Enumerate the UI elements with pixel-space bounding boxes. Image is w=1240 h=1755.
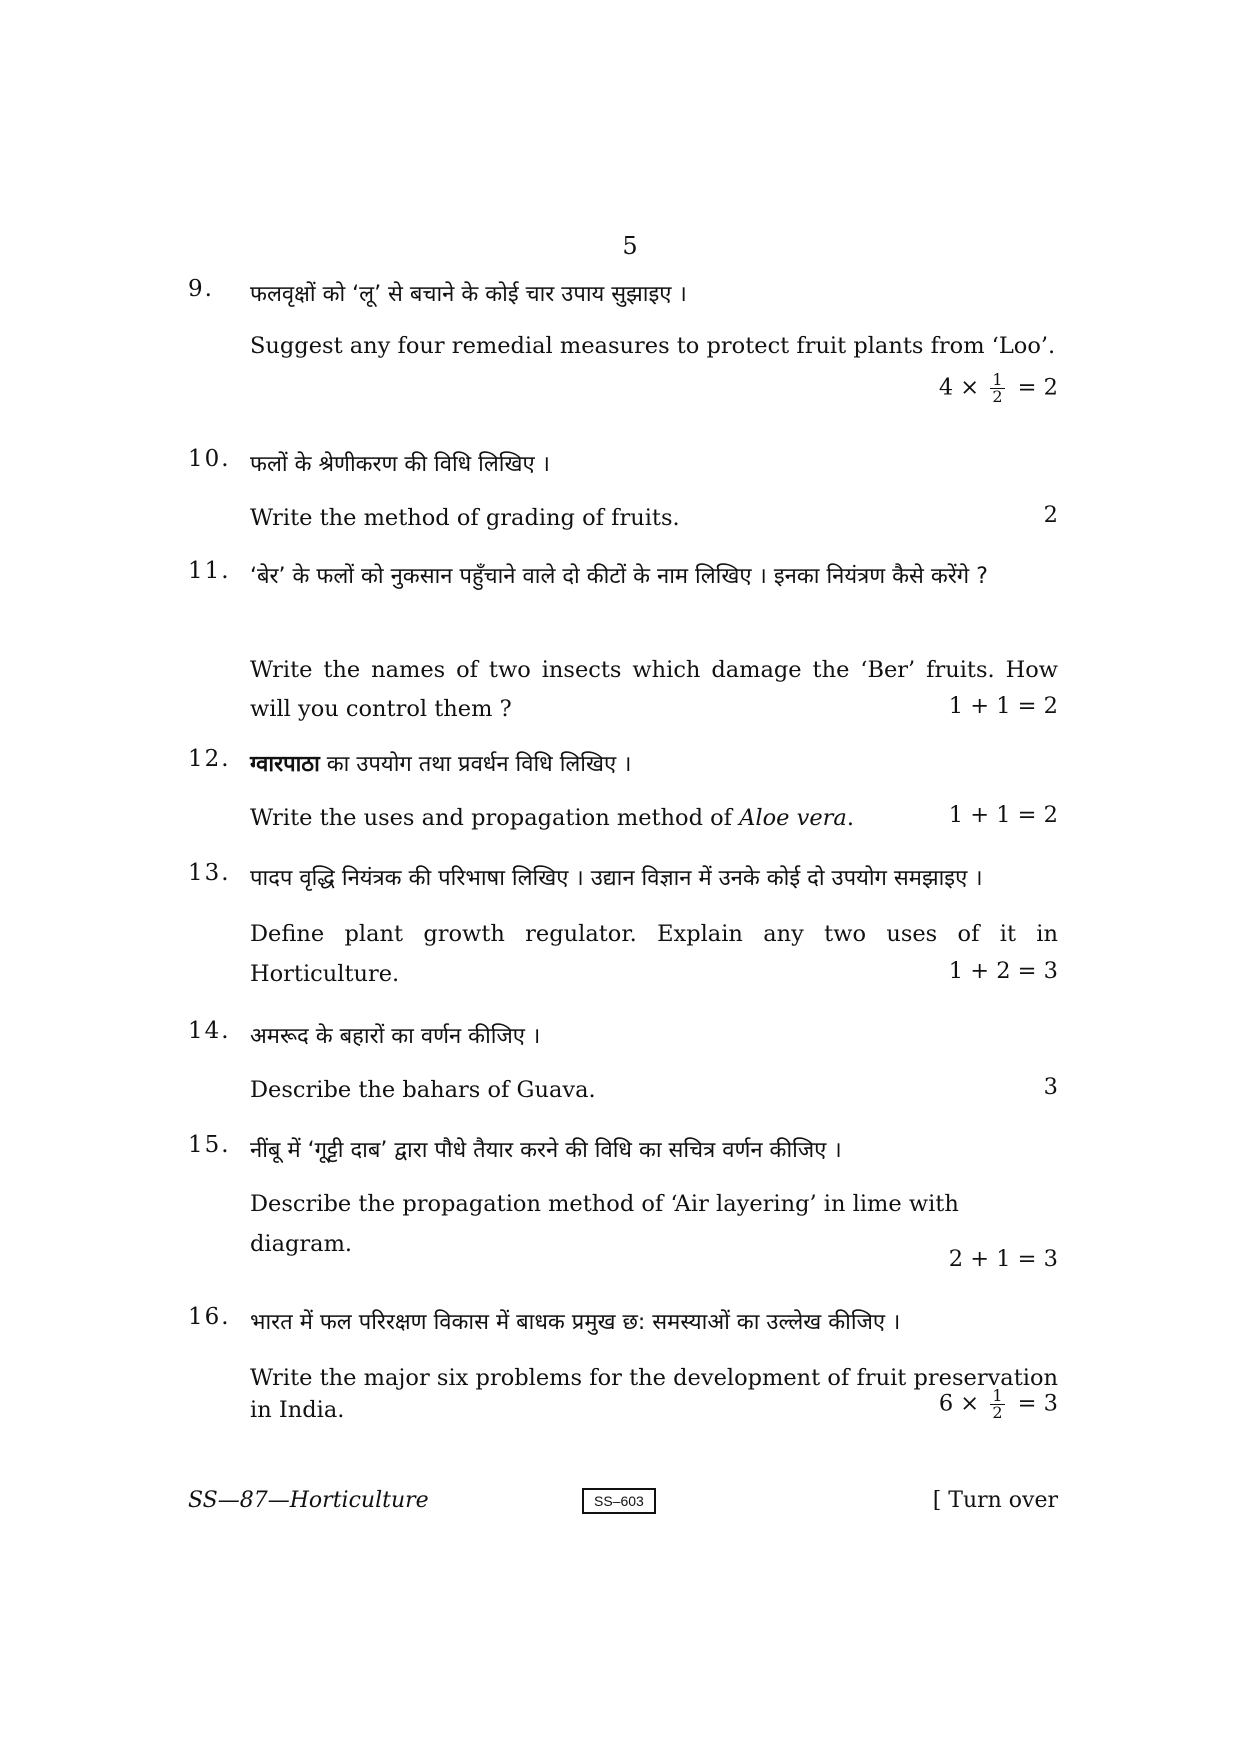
question-number: 11. (188, 558, 231, 584)
question-english: Suggest any four remedial measures to protect fruit plants from ‘Loo’. (250, 333, 1056, 359)
question-16 (188, 1304, 1058, 1423)
question-hindi: पादप वृद्धि नियंत्रक की परिभाषा लिखिए । उद्यान विज्ञान में उनके कोई दो उपयोग समझाइए । (250, 866, 983, 891)
page-number: 5 (622, 232, 638, 260)
question-hindi: ग्वारपाठा का उपयोग तथा प्रवर्धन विधि लिखिए । (250, 752, 632, 777)
paper-code: SS—87—Horticulture (188, 1488, 429, 1513)
question-hindi: फलवृक्षों को ‘लू’ से बचाने के कोई चार उपाय सुझाइए । (250, 282, 687, 307)
question-number: 14. (188, 1018, 231, 1044)
question-hindi: नींबू में ‘गूट्टी दाब’ द्वारा पौधे तैयार करने की विधि का सचित्र वर्णन कीजिए । (250, 1138, 842, 1163)
question-english: Describe the bahars of Guava. (250, 1077, 596, 1103)
question-12 (188, 746, 1058, 831)
question-13 (188, 860, 1058, 987)
question-number: 12. (188, 746, 231, 772)
turn-over-label: [ Turn over (932, 1488, 1058, 1513)
page-footer (188, 1488, 1058, 1520)
question-english: Write the method of grading of fruits. (250, 505, 680, 531)
question-english: Describe the propagation method of ‘Air layering’ in lime with diagram. (250, 1191, 959, 1257)
question-english: Write the uses and propagation method of Aloe vera. (250, 805, 854, 831)
marks: 6 × $\frac{1}{2}$ = 3 (938, 1386, 1058, 1422)
question-9 (188, 276, 1058, 406)
question-english-line1: Write the names of two insects which damage the ‘Ber’ fruits. How (250, 657, 1058, 683)
question-14 (188, 1018, 1058, 1103)
question-hindi: अमरूद के बहारों का वर्णन कीजिए । (250, 1024, 541, 1049)
boxed-code: SS–603 (582, 1488, 656, 1514)
marks: 1 + 1 = 2 (948, 693, 1058, 719)
marks: 3 (1043, 1074, 1058, 1100)
question-number: 16. (188, 1304, 231, 1330)
question-hindi: फलों के श्रेणीकरण की विधि लिखिए । (250, 452, 550, 477)
fraction: $\frac{1}{2}$ (992, 1386, 1003, 1422)
marks: 1 + 2 = 3 (948, 958, 1058, 984)
question-hindi: भारत में फल परिरक्षण विकास में बाधक प्रमुख छ: समस्याओं का उल्लेख कीजिए । (250, 1310, 901, 1335)
question-english-line2: Horticulture. (250, 961, 400, 987)
question-number: 10. (188, 446, 231, 472)
marks: 4 × $\frac{1}{2}$ = 2 (938, 370, 1058, 406)
marks: 2 (1043, 502, 1058, 528)
question-10 (188, 446, 1058, 531)
question-15 (188, 1132, 1058, 1272)
question-number: 15. (188, 1132, 231, 1158)
marks: 2 + 1 = 3 (948, 1246, 1058, 1272)
question-english-line2: will you control them ? (250, 696, 512, 722)
question-english-line1: Write the major six problems for the development of fruit preservation (250, 1365, 1058, 1391)
fraction: $\frac{1}{2}$ (992, 370, 1003, 406)
question-english-line2: in India. (250, 1397, 345, 1423)
question-number: 13. (188, 860, 231, 886)
question-english-line1: Define plant growth regulator. Explain any two uses of it in (250, 921, 1058, 947)
marks: 1 + 1 = 2 (948, 802, 1058, 828)
question-number: 9. (188, 276, 214, 302)
question-11 (188, 558, 1058, 722)
question-hindi: ‘बेर’ के फलों को नुकसान पहुँचाने वाले दो कीटों के नाम लिखिए । इनका नियंत्रण कैसे करेंगे ? (250, 564, 988, 589)
